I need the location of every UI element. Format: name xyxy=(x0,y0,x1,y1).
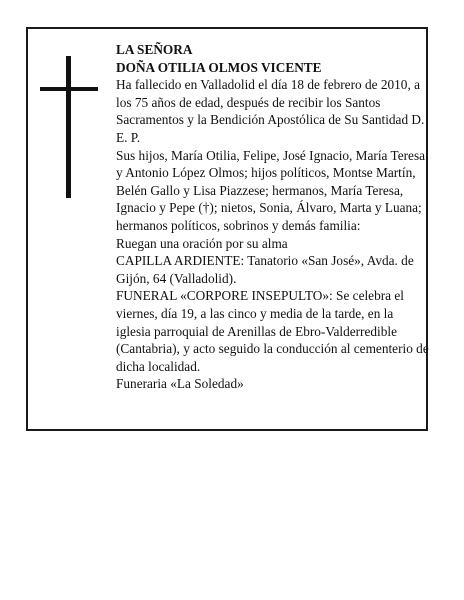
obituary-text xyxy=(116,41,430,393)
cross-horizontal-bar xyxy=(40,87,98,91)
funeral-home: Funeraria «La Soledad» xyxy=(116,376,244,392)
family-list: Sus hijos, María Otilia, Felipe, José Ignacio, María Teresa y Antonio López Olmos; hijos políticos, Montse Martín, Belén Gallo y Lisa Piazzese; hermanos, María Teresa, Ignacio y Pepe (†); nietos, Sonia, Álvaro, Marta y Luana; hermanos políticos, sobrinos y demás familia: xyxy=(116,147,426,233)
prayer-request: Ruegan una oración por su alma xyxy=(116,235,288,251)
death-announcement: Ha fallecido en Valladolid el día 18 de febrero de 2010, a los 75 años de edad, después de recibir los Santos Sacramentos y la Bendición Apostólica de Su Santidad D. E. P. xyxy=(116,77,425,145)
obituary-title: LA SEÑORA xyxy=(116,42,193,57)
cross-vertical-bar xyxy=(66,56,71,198)
obituary-notice xyxy=(26,27,428,431)
deceased-name: DOÑA OTILIA OLMOS VICENTE xyxy=(116,59,322,75)
funeral-info: FUNERAL «CORPORE INSEPULTO»: Se celebra el viernes, día 19, a las cinco y media de la tarde, en la iglesia parroquial de Arenillas de Ebro-Valderredible (Cantabria), y acto seguido la conducción al cementerio de dicha localidad. xyxy=(116,288,429,374)
chapel-info: CAPILLA ARDIENTE: Tanatorio «San José», Avda. de Gijón, 64 (Valladolid). xyxy=(116,253,414,286)
